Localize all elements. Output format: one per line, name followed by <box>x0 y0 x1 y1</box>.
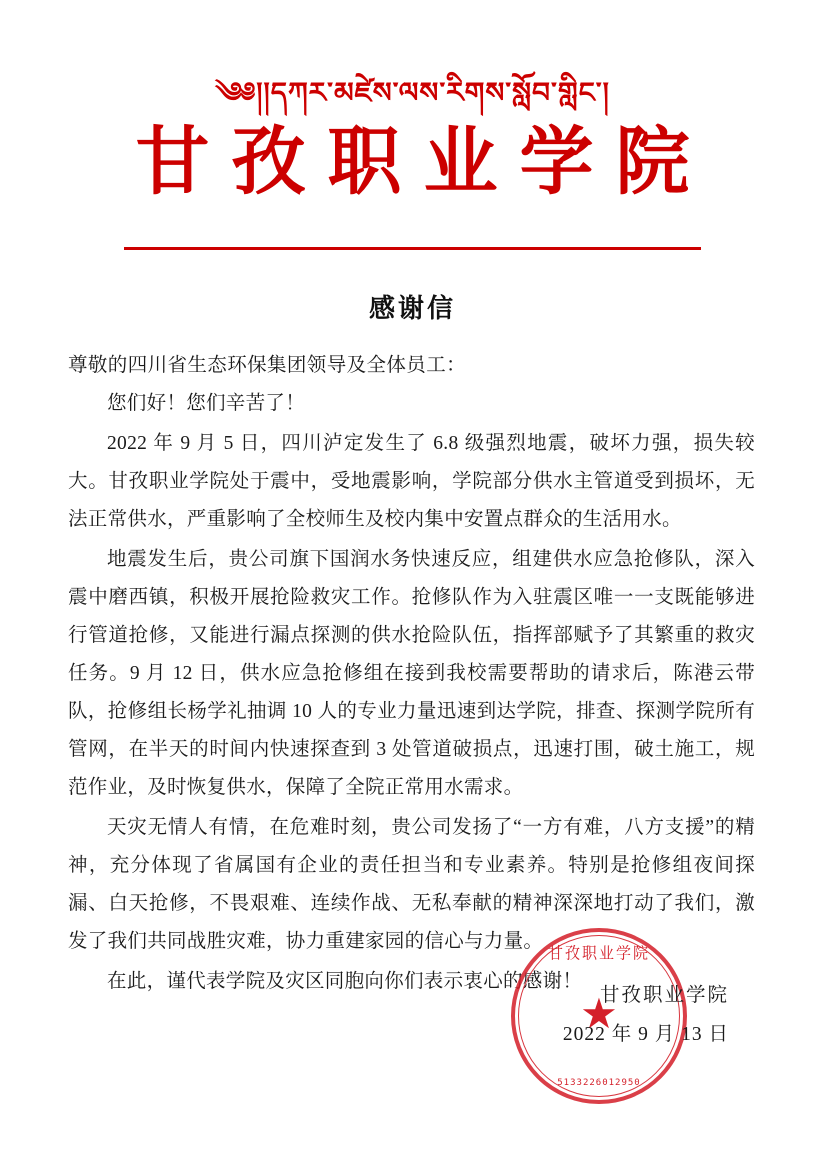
signature-date: 2022 年 9 月 13 日 <box>562 1024 729 1045</box>
salutation: 尊敬的四川省生态环保集团领导及全体员工： <box>68 355 467 377</box>
signature-organization: 甘孜职业学院 <box>599 985 729 1006</box>
letterhead-divider <box>124 247 701 250</box>
tibetan-title: ༄༅།།དཀར་མཛེས་ལས་རིགས་སློབ་གླིང་། <box>215 76 610 109</box>
paragraph: 您们好！您们辛苦了！ <box>107 393 306 415</box>
page-title: 感谢信 <box>368 294 456 324</box>
paragraph: 地震发生后，贵公司旗下国润水务快速反应，组建供水应急抢修队，深入震中磨西镇，积极开展抢险救灾工作。抢修队作为入驻震区唯一一支既能够进行管道抢修，又能进行漏点探测的供水抢险队伍，指挥部赋予了其繁重的救灾任务。9 月 12 日，供水应急抢修组在接到我校需要帮助的请求后，陈港云带队，抢修组长杨学礼抽调 10 人的专业力量迅速到达学院，排查、探测学院所有管网，在半天的时间内快速探查到 3 处管道破损点，迅速打围，破土施工，规范作业，及时恢复供水，保障了全院正常用水需求。 <box>68 549 755 799</box>
star-icon: ★ <box>580 989 618 1038</box>
seal-registration-number: 5133226012950 <box>557 1078 641 1088</box>
paragraph: 在此，谨代表学院及灾区同胞向你们表示衷心的感谢！ <box>107 971 583 993</box>
letter-body <box>62 347 763 1001</box>
seal-organization-text: 甘孜职业学院 <box>547 943 650 963</box>
signature-block <box>563 976 729 1054</box>
organization-name: 甘孜职业学院 <box>135 118 712 205</box>
letterhead <box>62 0 763 250</box>
paragraph: 天灾无情人有情，在危难时刻，贵公司发扬了“一方有难，八方支援”的精神，充分体现了省属国有企业的责任担当和专业素养。特别是抢修组夜间探漏、白天抢修，不畏艰难、连续作战、无私奉献的精神深深地打动了我们，激发了我们共同战胜灾难，协力重建家园的信心与力量。 <box>68 817 755 953</box>
paragraph: 2022 年 9 月 5 日，四川泸定发生了 6.8 级强烈地震，破坏力强，损失较大。甘孜职业学院处于震中，受地震影响，学院部分供水主管道受到损坏，无法正常供水，严重影响了全校师生及校内集中安置点群众的生活用水。 <box>68 433 755 531</box>
